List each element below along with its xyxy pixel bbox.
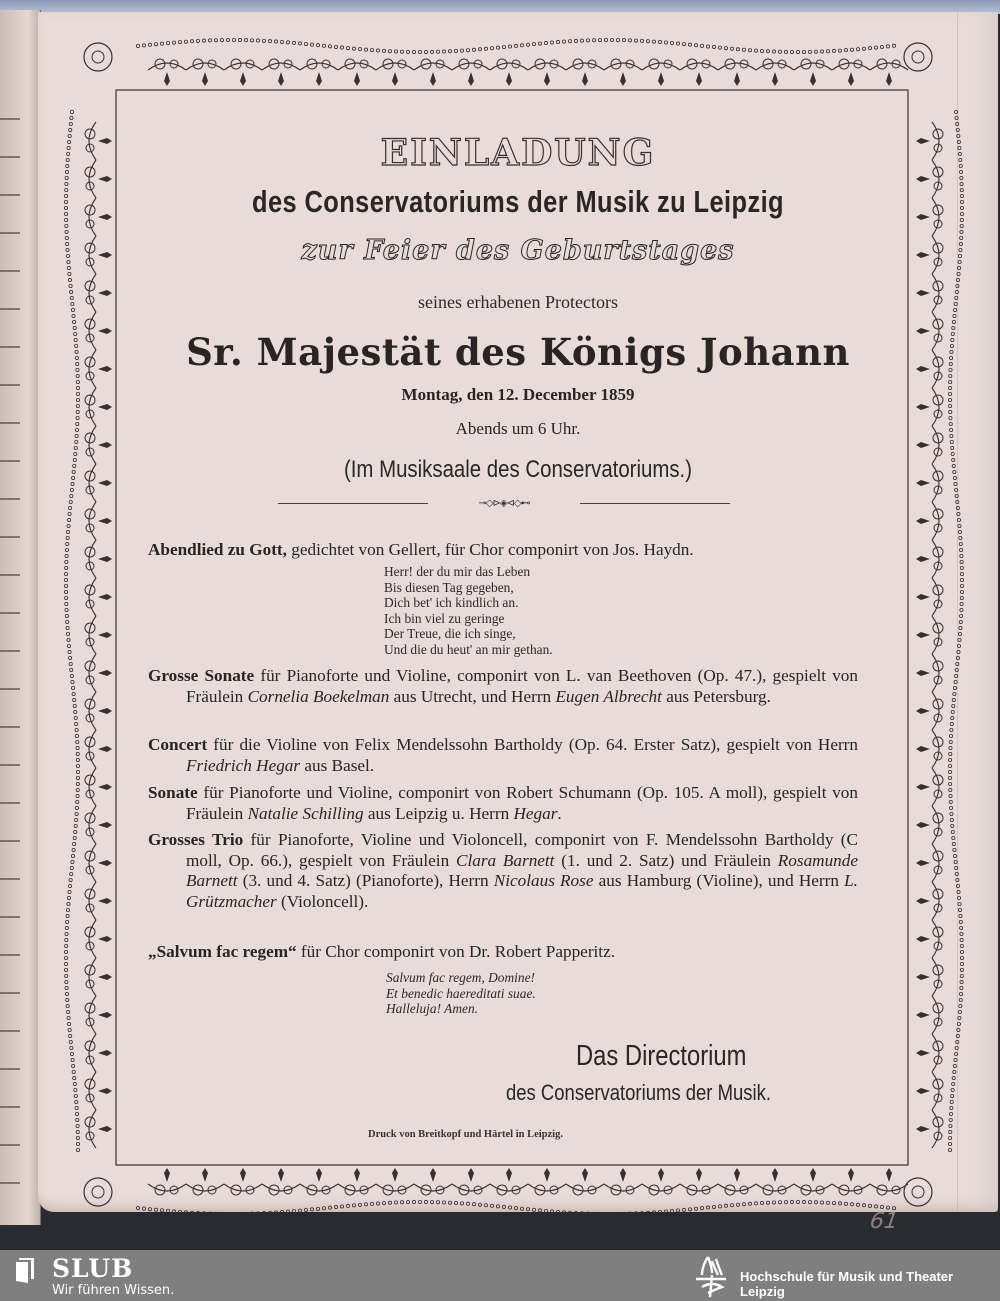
program-description: gedichtet von Gellert, für Chor componirt von Jos. Haydn.	[286, 540, 694, 559]
performer-name: L. Grützmacher	[186, 871, 858, 911]
program-description: für Pianoforte und Violine, componirt von L. van Beethoven (Op. 47.), gespielt von Fräulein	[186, 666, 858, 706]
program-description: für Pianoforte, Violine und Violoncell, componirt von F. Mendelssohn Bartholdy (C moll, Op. 66.), gespielt von Fräulein	[186, 830, 858, 870]
program-description: aus Utrecht, und Herrn	[389, 686, 556, 706]
verse-line: Und die du heut' an mir gethan.	[384, 641, 553, 657]
program-description: (1. und 2. Satz) und Fräulein	[554, 850, 778, 870]
program-description: (3. und 4. Satz) (Pianoforte), Herrn	[237, 871, 494, 890]
hmt-monogram-icon	[694, 1253, 730, 1299]
viewer-footer	[0, 1250, 1000, 1301]
performer-name: Rosamunde Barnett	[186, 850, 858, 890]
verse-line: Bis diesen Tag gegeben,	[384, 579, 514, 595]
divider-line-left	[278, 503, 428, 504]
verse-line: Et benedic haereditati suae.	[386, 985, 536, 1001]
verse-line: Der Treue, die ich singe,	[384, 626, 516, 641]
verse-line: Dich bet' ich kindlich an.	[384, 595, 519, 610]
invitation-content	[38, 12, 998, 1234]
program-item-grosse-sonate	[148, 666, 858, 707]
signature-directorium: Das Directorium	[576, 1040, 747, 1072]
performer-name: Cornelia Boekelman	[247, 686, 390, 706]
program-title: „Salvum fac regem“	[148, 942, 297, 961]
program-item-grosses-trio	[148, 830, 858, 912]
divider-line-right	[580, 503, 730, 504]
program-description: aus Hamburg (Violine), und Herrn	[593, 871, 845, 890]
program-item-concert	[148, 735, 858, 776]
performer-name: Natalie Schilling	[247, 803, 364, 823]
program-item-sonate	[148, 783, 858, 824]
performer-name: Nicolaus Rose	[493, 871, 594, 890]
hmt-brand[interactable]: Hochschule für Musik und Theater Leipzig	[740, 1269, 954, 1299]
program-item-salvum-fac-regem	[148, 942, 858, 963]
program-description: für Chor componirt von Dr. Robert Papperitz.	[296, 942, 616, 961]
program-description: aus Petersburg.	[661, 686, 771, 706]
program-description: aus Leipzig u. Herrn	[363, 803, 514, 823]
program-description: .	[557, 803, 562, 823]
verse-salvum	[386, 970, 536, 1017]
slub-tagline: Wir führen Wissen.	[52, 1283, 175, 1298]
verse-line: Salvum fac regem, Domine!	[386, 970, 535, 985]
program-description: für die Violine von Felix Mendelssohn Bartholdy (Op. 64. Erster Satz), gespielt von Herrn	[207, 735, 858, 754]
institution-line: des Conservatoriums der Musik zu Leipzig	[252, 184, 784, 219]
performer-name: Eugen Albrecht	[555, 686, 662, 706]
patron-name: Sr. Majestät des Königs Johann	[186, 330, 850, 374]
verse-line: Herr! der du mir das Leben	[384, 564, 531, 579]
program-title: Grosse Sonate	[148, 666, 255, 685]
verse-line: Halleluja! Amen.	[386, 1001, 478, 1016]
heading-einladung: EINLADUNG	[380, 132, 656, 174]
signature-conservatorium: des Conservatoriums der Musik.	[506, 1080, 771, 1105]
occasion-line: zur Feier des Geburtstages	[301, 235, 735, 266]
divider-ornament-icon: ⊸◇⊳◈⊲◇⊷	[478, 498, 530, 509]
verse-line: Ich bin viel zu geringe	[384, 610, 505, 626]
program-description: (Violoncell).	[276, 891, 369, 911]
book-pages-icon	[14, 1257, 36, 1285]
program-description: für Pianoforte und Violine, componirt von Robert Schumann (Op. 105. A moll), gespielt von Fräulein	[186, 783, 858, 823]
program-title: Sonate	[148, 783, 198, 802]
program-description: aus Basel.	[300, 755, 375, 775]
performer-name: Clara Barnett	[455, 850, 555, 870]
handwritten-page-number: 61	[868, 1209, 900, 1234]
section-divider	[278, 498, 730, 510]
previous-page-edge	[0, 10, 41, 1225]
printer-imprint: Druck von Breitkopf und Härtel in Leipzig.	[368, 1129, 563, 1140]
event-time: Abends um 6 Uhr.	[455, 419, 581, 438]
performer-name: Friedrich Hegar	[186, 755, 301, 775]
event-date: Montag, den 12. December 1859	[401, 385, 635, 404]
event-venue: (Im Musiksaale des Conservatoriums.)	[343, 456, 693, 483]
verse-abendlied	[384, 564, 553, 657]
slub-brand[interactable]: SLUB	[52, 1254, 134, 1283]
program-title: Concert	[148, 735, 208, 754]
performer-name: Hegar	[513, 803, 558, 823]
program-item-abendlied	[148, 540, 858, 561]
program-title: Abendlied zu Gott,	[148, 540, 287, 559]
previous-page-ornament	[0, 100, 20, 1200]
program-title: Grosses Trio	[148, 830, 244, 849]
patron-intro: seines erhabenen Protectors	[418, 292, 618, 312]
